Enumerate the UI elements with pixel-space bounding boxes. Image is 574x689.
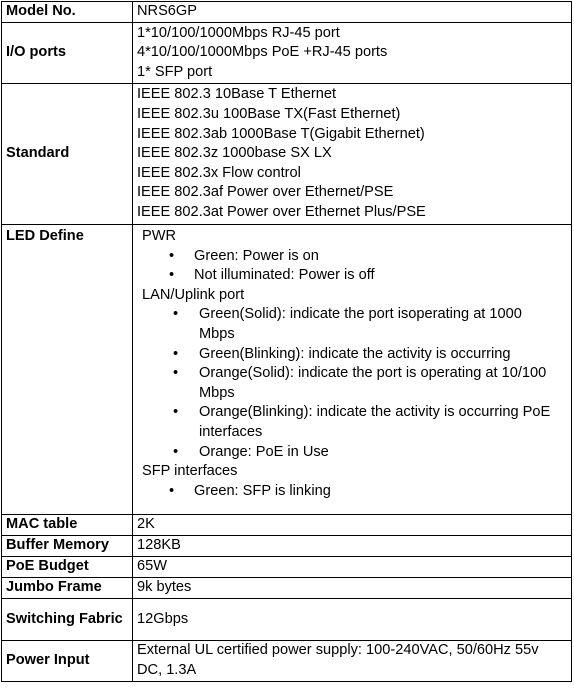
table-row — [2, 536, 572, 557]
led-group-title: LAN/Uplink port — [142, 286, 245, 303]
list-item: IEEE 802.3z 1000base SX LX — [137, 145, 332, 162]
table-row — [2, 225, 572, 515]
list-item: 4*10/100/1000Mbps PoE +RJ-45 ports — [137, 44, 388, 61]
row-value-poe: 65W — [133, 557, 572, 578]
table-row — [2, 641, 572, 682]
row-value-io — [133, 23, 572, 84]
row-label-power: Power Input — [2, 641, 133, 682]
row-label-switching: Switching Fabric — [2, 599, 133, 641]
row-value-power: External UL certified power supply: 100-240VAC, 50/60Hz 55v DC, 1.3A — [133, 641, 572, 682]
table-row — [2, 515, 572, 536]
list-item: • Not illuminated: Power is off — [142, 266, 571, 286]
row-value-switching: 12Gbps — [133, 599, 572, 641]
row-value-model: NRS6GP — [133, 2, 572, 23]
row-label-mac: MAC table — [2, 515, 133, 536]
list-item: • Orange(Solid): indicate the port is operating at 10/100 Mbps — [142, 364, 571, 403]
list-item: • Green(Blinking): indicate the activity is occurring — [142, 345, 571, 365]
list-item: IEEE 802.3ab 1000Base T(Gigabit Ethernet) — [137, 125, 425, 142]
list-item: IEEE 802.3u 100Base TX(Fast Ethernet) — [137, 106, 401, 123]
list-item: • Orange: PoE in Use — [142, 443, 571, 463]
row-label-model: Model No. — [2, 2, 133, 23]
led-group-title: PWR — [142, 228, 177, 244]
row-label-led: LED Define — [2, 225, 133, 515]
list-item: • Green(Solid): indicate the port isoperating at 1000 Mbps — [142, 305, 571, 344]
led-group-list — [142, 305, 571, 462]
row-value-led — [133, 225, 572, 515]
table-row — [2, 84, 572, 225]
row-label-io: I/O ports — [2, 23, 133, 84]
led-group-title: SFP interfaces — [142, 463, 238, 480]
row-value-standard — [133, 84, 572, 225]
list-item: IEEE 802.3 10Base T Ethernet — [137, 86, 337, 103]
spec-table — [1, 1, 572, 682]
table-row — [2, 557, 572, 578]
list-item: • Orange(Blinking): indicate the activity is occurring PoE interfaces — [142, 403, 571, 442]
list-item: • Green: SFP is linking — [142, 482, 571, 502]
row-label-buffer: Buffer Memory — [2, 536, 133, 557]
list-item: 1*10/100/1000Mbps RJ-45 port — [137, 24, 340, 41]
table-row — [2, 23, 572, 84]
table-row — [2, 599, 572, 641]
list-item: IEEE 802.3at Power over Ethernet Plus/PSE — [137, 203, 426, 220]
row-label-standard: Standard — [2, 84, 133, 225]
row-label-poe: PoE Budget — [2, 557, 133, 578]
led-group-list — [142, 247, 571, 286]
list-item: IEEE 802.3af Power over Ethernet/PSE — [137, 184, 394, 201]
list-item: IEEE 802.3x Flow control — [137, 164, 301, 181]
list-item: • Green: Power is on — [142, 247, 571, 267]
led-group-list — [142, 482, 571, 502]
table-row — [2, 2, 572, 23]
row-value-buffer: 128KB — [133, 536, 572, 557]
row-value-jumbo: 9k bytes — [133, 578, 572, 599]
row-value-mac: 2K — [133, 515, 572, 536]
row-label-jumbo: Jumbo Frame — [2, 578, 133, 599]
list-item: 1* SFP port — [137, 63, 213, 80]
table-row — [2, 578, 572, 599]
